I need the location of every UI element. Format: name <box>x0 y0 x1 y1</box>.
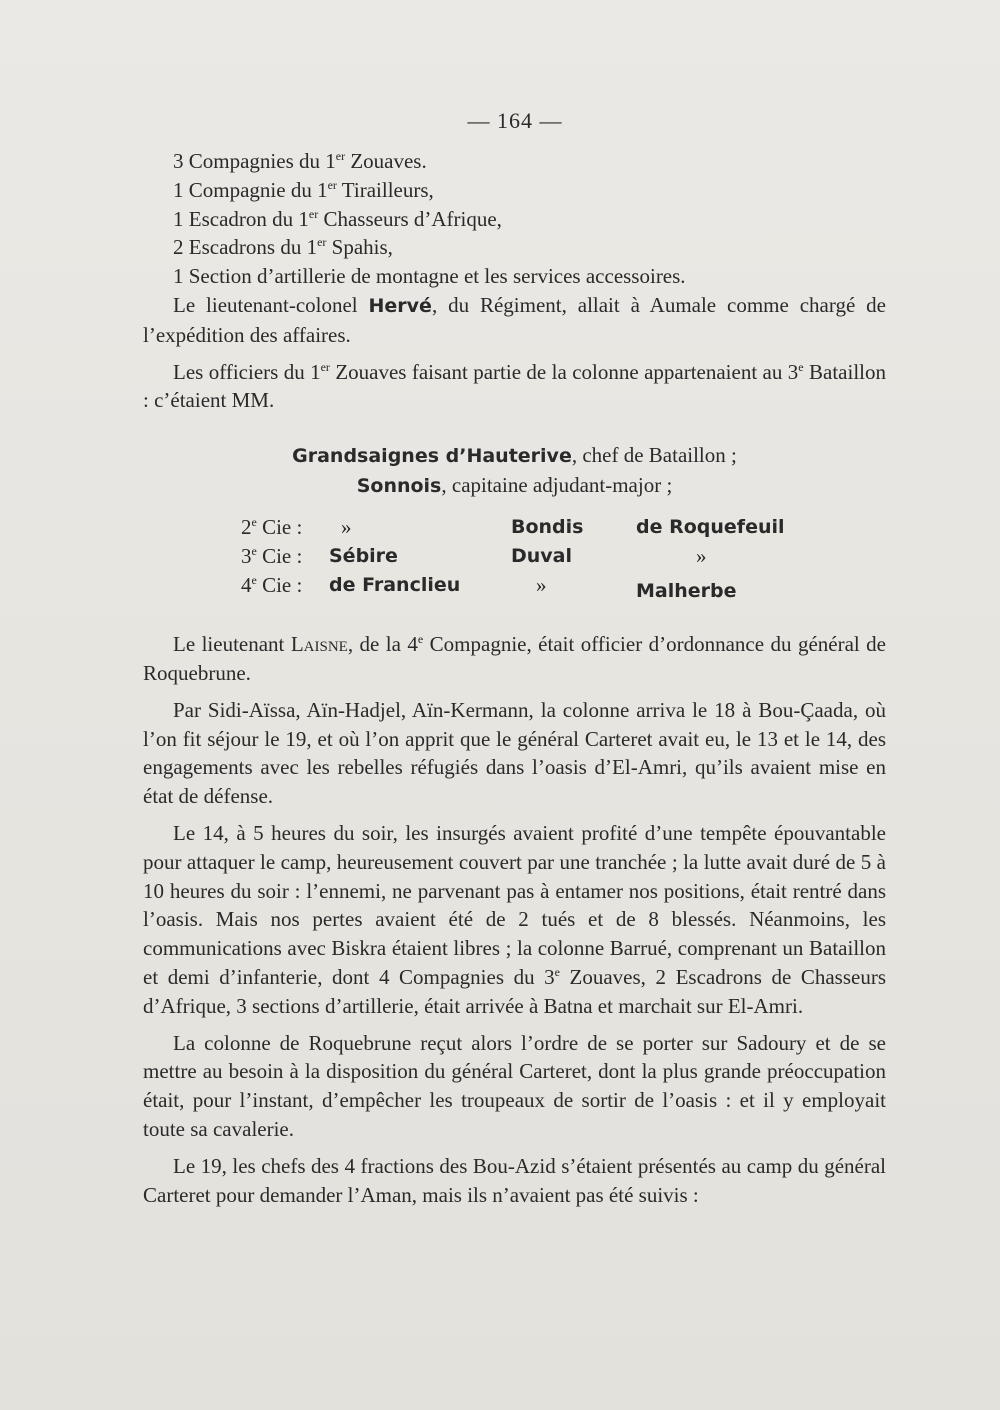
paragraph-laisne: Le lieutenant Laisne, de la 4e Compagnie, était officier d’ordonnance du général de Roquebrune. <box>143 632 887 685</box>
company-row: 2e Cie : » Bondis de Roquefeuil <box>241 515 785 540</box>
body-text <box>143 147 886 1217</box>
paragraph-herve: Le lieutenant-colonel Hervé, du Régiment, allait à Aumale comme chargé de l’expédition des affaires. <box>143 292 886 347</box>
paragraph-le-14: Le 14, à 5 heures du soir, les insurgés avaient profité d’une tempête épouvantable pour attaquer le camp, heureusement couvert par une tranchée ; la lutte avait duré de 5 à 10 heures du soir : l’ennemi, ne parvenant pas à entamer nos positions, était rentré dans l’oasis. Mais nos pertes avaient été de 2 tués et de 8 blessés. Néanmoins, les communications avec Biskra étaient libres ; la colonne Barrué, comprenant un Bataillon et demi d’infanterie, dont 4 Compagnies du 3e Zouaves, 2 Escadrons de Chasseurs d’Afrique, 3 sections d’artillerie, était arrivée à Batna et marchait sur El-Amri. <box>143 820 886 1018</box>
commander-line: Grandsaignes d’Hauterive, chef de Bataillon ; <box>292 443 737 468</box>
unit-line: 2 Escadrons du 1er Spahis, <box>173 235 393 260</box>
paragraph-le-19: Le 19, les chefs des 4 fractions des Bou-Azid s’étaient présentés au camp du général Carteret pour demander l’Aman, mais ils n’avaient pas été suivis : <box>143 1153 886 1207</box>
page-number: — 164 — <box>467 108 563 133</box>
unit-line: 1 Escadron du 1er Chasseurs d’Afrique, <box>173 206 502 231</box>
paragraph-colonne: La colonne de Roquebrune reçut alors l’ordre de se porter sur Sadoury et de se mettre au besoin à la disposition du général Carteret, dont la plus grande préoccupation était, pour l’instant, d’empêcher les troupeaux de sortir de l’oasis : et il y employait toute sa cavalerie. <box>143 1030 886 1141</box>
unit-line: 1 Compagnie du 1er Tirailleurs, <box>173 177 434 202</box>
company-table <box>241 513 886 603</box>
staff-block <box>143 441 886 501</box>
unit-list <box>143 147 886 291</box>
company-row: 3e Cie : Sébire Duval » <box>241 544 707 569</box>
paragraph-officers: Les officiers du 1er Zouaves faisant partie de la colonne appartenaient au 3e Bataillon : c’étaient MM. <box>143 359 886 413</box>
company-row: 4e Cie : de Franclieu » Malherbe <box>241 573 737 603</box>
section-line: 1 Section d’artillerie de montagne et les services accessoires. <box>173 264 686 289</box>
paragraph-sidi-aissa: Par Sidi-Aïssa, Aïn-Hadjel, Aïn-Kermann, la colonne arriva le 18 à Bou-Çaada, où l’on fit séjour le 19, et où l’on apprit que le général Carteret avait eu, le 13 et le 14, des engagements avec les rebelles réfugiés dans l’oasis d’El-Amri, qu’ils avaient mise en état de défense. <box>143 697 886 809</box>
adjutant-line: Sonnois, capitaine adjudant-major ; <box>356 473 673 498</box>
unit-line: 3 Compagnies du 1er Zouaves. <box>173 149 427 173</box>
